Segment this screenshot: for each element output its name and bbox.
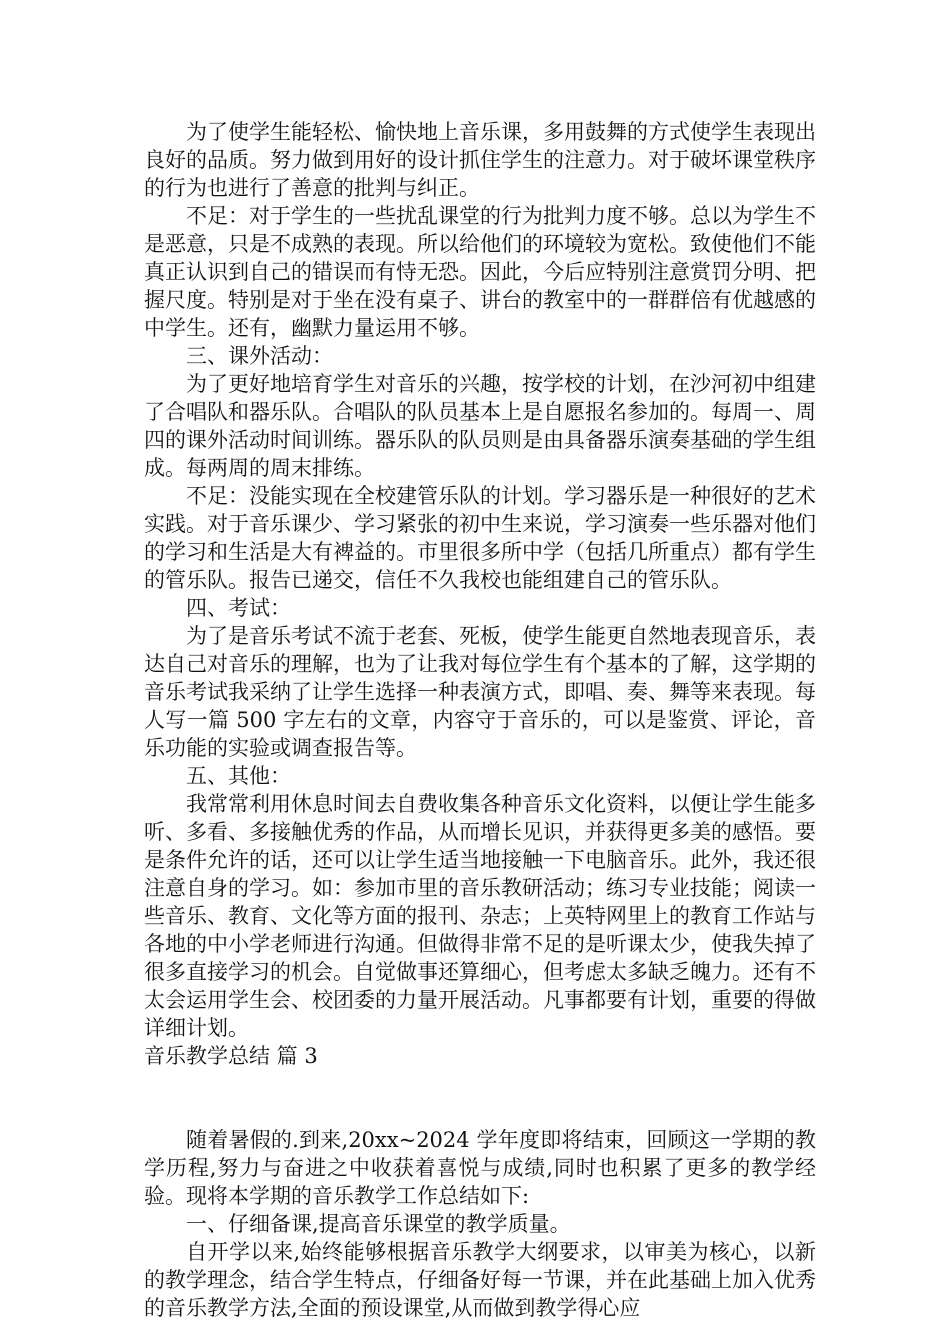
paragraph-shortcoming-brass-band: 不足：没能实现在全校建管乐队的计划。学习器乐是一种很好的艺术实践。对于音乐课少、学习紧张的初中生来说，学习演奏一些乐器对他们的学习和生活是大有裨益的。市里很多所中学（包括几所重点）都有学生的管乐队。报告已递交，信任不久我校也能组建自己的管乐队。	[144, 484, 816, 592]
heading-extracurricular: 三、课外活动：	[186, 344, 333, 368]
paragraph-classroom-encouragement: 为了使学生能轻松、愉快地上音乐课，多用鼓舞的方式使学生表现出良好的品质。努力做到用好的设计抓住学生的注意力。对于破坏课堂秩序的行为也进行了善意的批判与纠正。	[144, 120, 816, 200]
paragraph-lesson-prep: 自开学以来,始终能够根据音乐教学大纲要求，以审美为核心，以新的教学理念，结合学生特点，仔细备好每一节课，并在此基础上加入优秀的音乐教学方法,全面的预设课堂,从而做到教学得心应	[144, 1240, 816, 1320]
section-title: 音乐教学总结 篇 3	[144, 1044, 318, 1068]
paragraph-choir-band: 为了更好地培育学生对音乐的兴趣，按学校的计划，在沙河初中组建了合唱队和器乐队。合唱队的队员基本上是自愿报名参加的。每周一、周四的课外活动时间训练。器乐队的队员则是由具备器乐演奏基础的学生组成。每两周的周末排练。	[144, 372, 816, 480]
paragraph-other: 我常常利用休息时间去自费收集各种音乐文化资料，以便让学生能多听、多看、多接触优秀的作品，从而增长见识，并获得更多美的感悟。要是条件允许的话，还可以让学生适当地接触一下电脑音乐。此外，我还很注意自身的学习。如：参加市里的音乐教研活动；练习专业技能；阅读一些音乐、教育、文化等方面的报刊、杂志；上英特网里上的教育工作站与各地的中小学老师进行沟通。但做得非常不足的是听课太少，使我失掉了很多直接学习的机会。自觉做事还算细心，但考虑太多缺乏魄力。还有不太会运用学生会、校团委的力量开展活动。凡事都要有计划，重要的得做详细计划。	[144, 792, 816, 1040]
section-spacer	[144, 1070, 816, 1126]
document-page	[144, 118, 816, 1322]
paragraph-shortcoming-discipline: 不足：对于学生的一些扰乱课堂的行为批判力度不够。总以为学生不是恶意，只是不成熟的表现。所以给他们的环境较为宽松。致使他们不能真正认识到自己的错误而有恃无恐。因此，今后应特别注意赏罚分明、把握尺度。特别是对于坐在没有桌子、讲台的教室中的一群群倍有优越感的中学生。还有，幽默力量运用不够。	[144, 204, 816, 340]
paragraph-intro: 随着暑假的.到来,20xx~2024 学年度即将结束，回顾这一学期的教学历程,努力与奋进之中收获着喜悦与成绩,同时也积累了更多的教学经验。现将本学期的音乐教学工作总结如下:	[144, 1128, 816, 1208]
heading-other: 五、其他：	[186, 764, 291, 788]
paragraph-exam: 为了是音乐考试不流于老套、死板，使学生能更自然地表现音乐，表达自己对音乐的理解，也为了让我对每位学生有个基本的了解，这学期的音乐考试我采纳了让学生选择一种表演方式，即唱、奏、舞等来表现。每人写一篇 500 字左右的文章，内容守于音乐的，可以是鉴赏、评论，音乐功能的实验或调查报告等。	[144, 624, 816, 760]
heading-exam: 四、考试：	[186, 596, 291, 620]
heading-lesson-prep: 一、仔细备课,提高音乐课堂的教学质量。	[186, 1212, 571, 1236]
